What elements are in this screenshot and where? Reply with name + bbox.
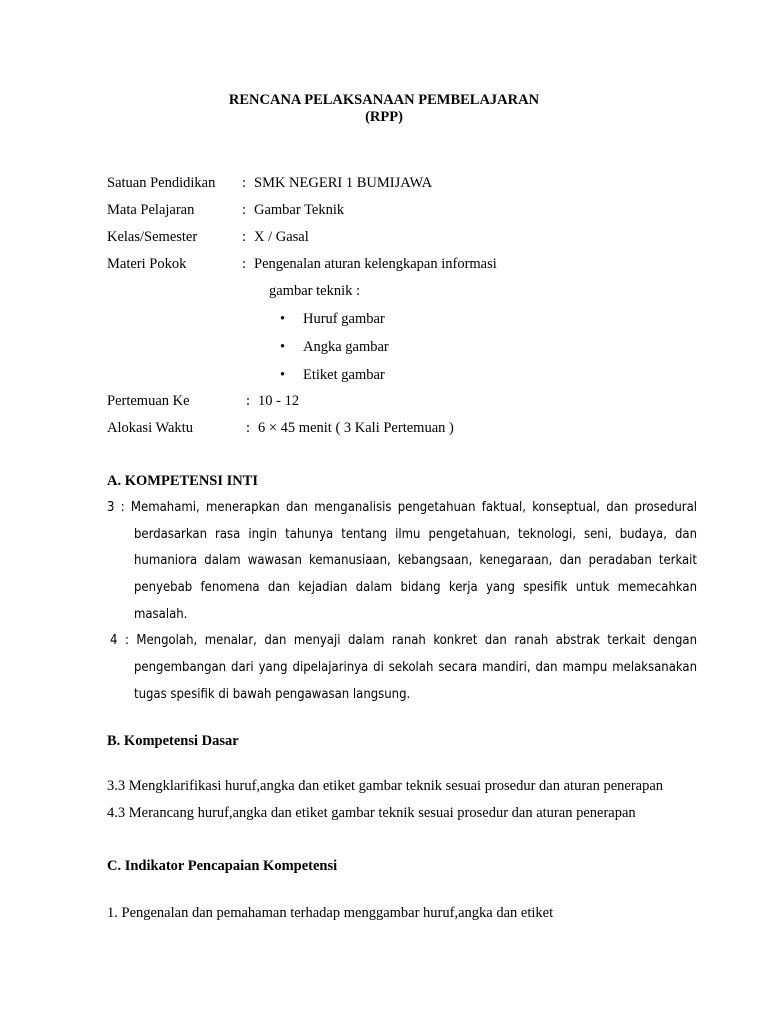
identity-label: Alokasi Waktu xyxy=(107,420,193,436)
ki4-line: 4 : Mengolah, menalar, dan menyaji dalam ranah konkret dan ranah abstrak terkait dengan xyxy=(110,633,697,648)
ki3-line: berdasarkan rasa ingin tahunya tentang ilmu pengetahuan, teknologi, seni, budaya, dan xyxy=(134,527,697,542)
identity-colon: : xyxy=(242,229,247,245)
identity-colon: : xyxy=(246,420,251,436)
kd-item: 3.3 Mengklarifikasi huruf,angka dan etiket gambar teknik sesuai prosedur dan aturan penerapan xyxy=(107,778,664,794)
identity-label: Satuan Pendidikan xyxy=(107,175,216,191)
ki4-line: pengembangan dari yang dipelajarinya di sekolah secara mandiri, dan mampu melaksanakan xyxy=(134,660,697,675)
identity-label: Pertemuan Ke xyxy=(107,393,190,409)
identity-colon: : xyxy=(246,393,251,409)
ki3-line: masalah. xyxy=(134,607,188,622)
identity-value: SMK NEGERI 1 BUMIJAWA xyxy=(254,175,433,191)
ki3-line: penyebab fenomena dan kejadian dalam bidang kerja yang spesifik untuk memecahkan xyxy=(134,580,697,595)
identity-colon: : xyxy=(242,202,247,218)
section-b-heading: B. Kompetensi Dasar xyxy=(107,733,239,749)
document-subtitle: (RPP) xyxy=(365,109,403,125)
identity-value: 6 × 45 menit ( 3 Kali Pertemuan ) xyxy=(258,420,454,436)
identity-value: Gambar Teknik xyxy=(254,202,345,218)
bullet-item: • Huruf gambar xyxy=(303,311,385,328)
ki3-line: 3 : Memahami, menerapkan dan menganalisis pengetahuan faktual, konseptual, dan prosedural xyxy=(107,500,697,515)
identity-colon: : xyxy=(242,175,247,191)
bullet-item: • Etiket gambar xyxy=(303,367,385,384)
identity-value: X / Gasal xyxy=(254,229,309,245)
bullet-item: • Angka gambar xyxy=(303,339,389,356)
ki3-line: humaniora dalam wawasan kemanusiaan, kebangsaan, kenegaraan, dan peradaban terkait xyxy=(134,553,697,568)
identity-value: 10 - 12 xyxy=(258,393,300,409)
materi-continuation: gambar teknik : xyxy=(269,283,361,299)
ki4-line: tugas spesifik di bawah pengawasan langsung. xyxy=(134,687,411,702)
kd-item: 4.3 Merancang huruf,angka dan etiket gambar teknik sesuai prosedur dan aturan penerapan xyxy=(107,805,636,821)
document-title: RENCANA PELAKSANAAN PEMBELAJARAN xyxy=(228,92,540,108)
section-a-heading: A. KOMPETENSI INTI xyxy=(107,473,259,489)
identity-label: Kelas/Semester xyxy=(107,229,198,245)
identity-label: Mata Pelajaran xyxy=(107,202,195,218)
identity-label: Materi Pokok xyxy=(107,256,187,272)
indicator-item: 1. Pengenalan dan pemahaman terhadap menggambar huruf,angka dan etiket xyxy=(107,905,554,921)
identity-value: Pengenalan aturan kelengkapan informasi xyxy=(254,256,497,272)
identity-colon: : xyxy=(242,256,247,272)
section-c-heading: C. Indikator Pencapaian Kompetensi xyxy=(107,858,338,874)
